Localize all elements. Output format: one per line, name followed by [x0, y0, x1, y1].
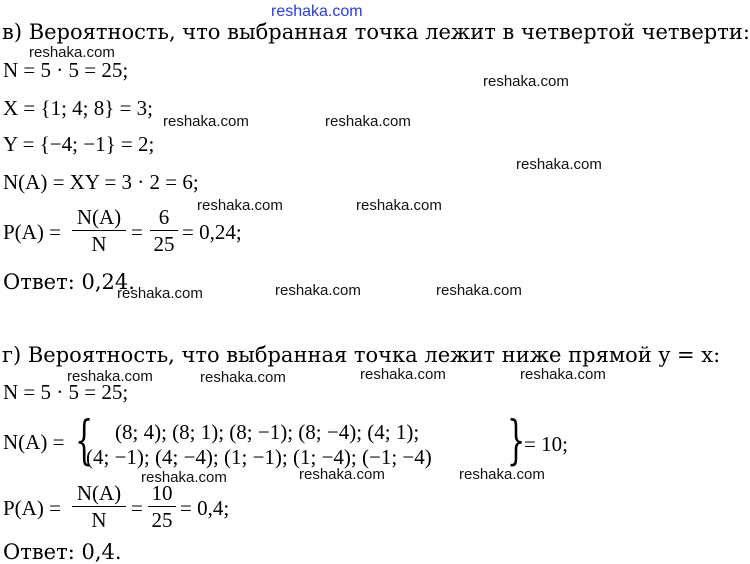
part-v-p-tail: = 0,24;: [182, 220, 242, 244]
watermark: reshaka.com: [275, 282, 361, 299]
fraction-numerator: 10: [151, 481, 173, 505]
watermark: reshaka.com: [356, 197, 442, 214]
fraction-numerator: 6: [158, 205, 170, 229]
part-g-fraction-na-over-n: [72, 481, 126, 532]
part-v-answer: Ответ: 0,24.: [3, 270, 135, 294]
watermark: reshaka.com: [117, 285, 203, 302]
watermark: reshaka.com: [141, 469, 227, 486]
part-g-pairs-row1: (8; 4); (8; 1); (8; −1); (8; −4); (4; 1);: [115, 420, 420, 444]
part-v-p-eq: =: [131, 220, 143, 244]
site-watermark[interactable]: reshaka.com: [271, 3, 363, 20]
part-v-fraction-6-over-25: [150, 205, 178, 256]
watermark: reshaka.com: [67, 368, 153, 385]
fraction-numerator: N(A): [76, 481, 122, 505]
part-v-x-line: X = {1; 4; 8} = 3;: [3, 96, 154, 120]
part-g-p-eq: =: [131, 496, 143, 520]
fraction-denominator: N: [91, 508, 107, 532]
watermark: reshaka.com: [163, 113, 249, 130]
watermark: reshaka.com: [325, 113, 411, 130]
watermark: reshaka.com: [516, 156, 602, 173]
watermark: reshaka.com: [483, 73, 569, 90]
watermark: reshaka.com: [459, 466, 545, 483]
fraction-denominator: N: [91, 232, 107, 256]
watermark: reshaka.com: [29, 44, 115, 61]
watermark: reshaka.com: [360, 366, 446, 383]
part-g-pairs-row2: (4; −1); (4; −4); (1; −1); (1; −4); (−1; −4): [86, 445, 432, 469]
part-g-answer: Ответ: 0,4.: [3, 540, 122, 564]
part-v-fraction-na-over-n: [72, 205, 126, 256]
fraction-bar: [72, 230, 126, 231]
watermark: reshaka.com: [520, 366, 606, 383]
fraction-bar: [72, 506, 126, 507]
fraction-bar: [148, 506, 176, 507]
fraction-denominator: 25: [153, 232, 175, 256]
part-g-na-tail: = 10;: [524, 432, 568, 456]
part-v-na-line: N(A) = XY = 3 · 2 = 6;: [3, 170, 199, 194]
part-g-na-lhs: N(A) =: [3, 430, 65, 454]
part-v-p-lhs: P(A) =: [3, 220, 61, 244]
left-brace: {: [75, 411, 94, 471]
part-g-n-line: N = 5 · 5 = 25;: [3, 380, 129, 404]
watermark: reshaka.com: [197, 197, 283, 214]
part-v-n-line: N = 5 · 5 = 25;: [3, 58, 129, 82]
fraction-numerator: N(A): [76, 205, 122, 229]
watermark: reshaka.com: [436, 282, 522, 299]
part-g-p-lhs: P(A) =: [3, 496, 61, 520]
fraction-bar: [150, 230, 178, 231]
part-v-heading: в) Вероятность, что выбранная точка лежит в четвертой четверти:: [2, 20, 750, 44]
part-g-fraction-10-over-25: [148, 481, 176, 532]
watermark: reshaka.com: [200, 369, 286, 386]
fraction-denominator: 25: [151, 508, 173, 532]
part-g-p-tail: = 0,4;: [180, 496, 230, 520]
right-brace: }: [507, 411, 526, 471]
part-v-y-line: Y = {−4; −1} = 2;: [3, 132, 155, 156]
part-g-heading: г) Вероятность, что выбранная точка лежит ниже прямой y = x:: [2, 343, 721, 367]
watermark: reshaka.com: [299, 466, 385, 483]
